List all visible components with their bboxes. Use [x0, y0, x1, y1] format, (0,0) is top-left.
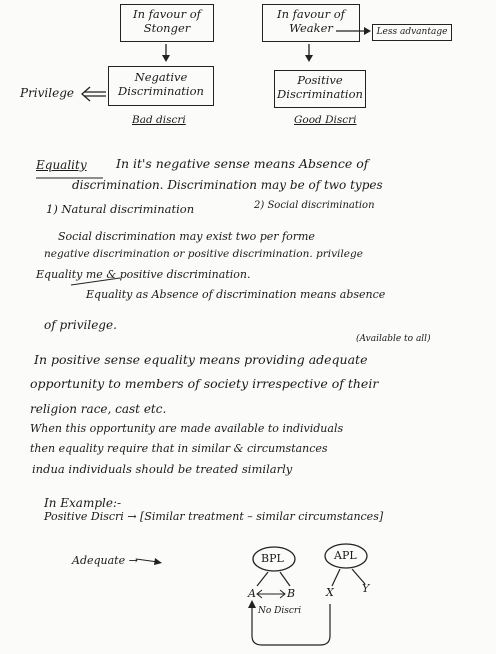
box-positive-line2: Discrimination: [277, 87, 363, 101]
equality-line1: In it's negative sense means Absence of: [116, 156, 369, 171]
positive-line5: then equality require that in similar & circumstances: [30, 442, 328, 455]
box-stronger-line1: In favour of: [133, 7, 201, 21]
node-a: A: [248, 587, 256, 600]
node-x: X: [326, 586, 334, 599]
positive-line4: When this opportunity are made available to individuals: [30, 422, 344, 435]
positive-line2: opportunity to members of society irrespective of their: [30, 376, 379, 391]
box-weaker-line2: Weaker: [289, 21, 333, 35]
available-note: (Available to all): [356, 334, 431, 344]
box-in-favour-weaker: [262, 4, 360, 42]
bad-discri-label: Bad discri: [132, 114, 186, 126]
equality-p2-line2: negative discrimination or positive discrimination. privilege: [44, 248, 363, 260]
privilege-label: Privilege: [20, 86, 74, 100]
example-line: Positive Discri → [Similar treatment – similar circumstances]: [44, 510, 384, 523]
box-negative-line2: Discrimination: [118, 84, 204, 98]
box-weaker-line1: In favour of: [277, 7, 345, 21]
positive-line6: indua individuals should be treated similarly: [32, 462, 293, 476]
equality-type1: 1) Natural discrimination: [46, 202, 195, 216]
no-discri-label: No Discri: [258, 606, 302, 616]
equality-type2: 2) Social discrimination: [254, 200, 375, 211]
box-stronger-line2: Stonger: [143, 21, 191, 35]
adequate-label: Adequate →: [72, 554, 138, 567]
apl-label: APL: [334, 549, 357, 562]
node-b: B: [287, 587, 296, 600]
box-in-favour-stronger: [120, 4, 214, 42]
equality-p2-line3: Equality me & positive discrimination.: [36, 268, 251, 281]
box-positive-discrimination: [274, 70, 366, 108]
good-discri-label: Good Discri: [294, 114, 357, 126]
bpl-label: BPL: [261, 552, 284, 565]
box-negative-line1: Negative: [134, 70, 188, 84]
positive-line1: In positive sense equality means providing adequate: [34, 352, 368, 367]
box-less-advantage: [372, 24, 452, 41]
equality-line2: discrimination. Discrimination may be of two types: [72, 178, 383, 192]
less-advantage-label: Less advantage: [376, 27, 448, 37]
equality-p3-line2: of privilege.: [44, 318, 117, 332]
equality-heading: Equality: [36, 158, 87, 172]
example-heading: In Example:-: [44, 496, 122, 510]
equality-p3-line1: Equality as Absence of discrimination means absence: [86, 288, 386, 301]
equality-p2-line1: Social discrimination may exist two per forme: [58, 230, 315, 243]
box-positive-line1: Positive: [297, 73, 343, 87]
box-negative-discrimination: [108, 66, 214, 106]
node-y: Y: [362, 582, 370, 595]
positive-line3: religion race, cast etc.: [30, 402, 167, 416]
